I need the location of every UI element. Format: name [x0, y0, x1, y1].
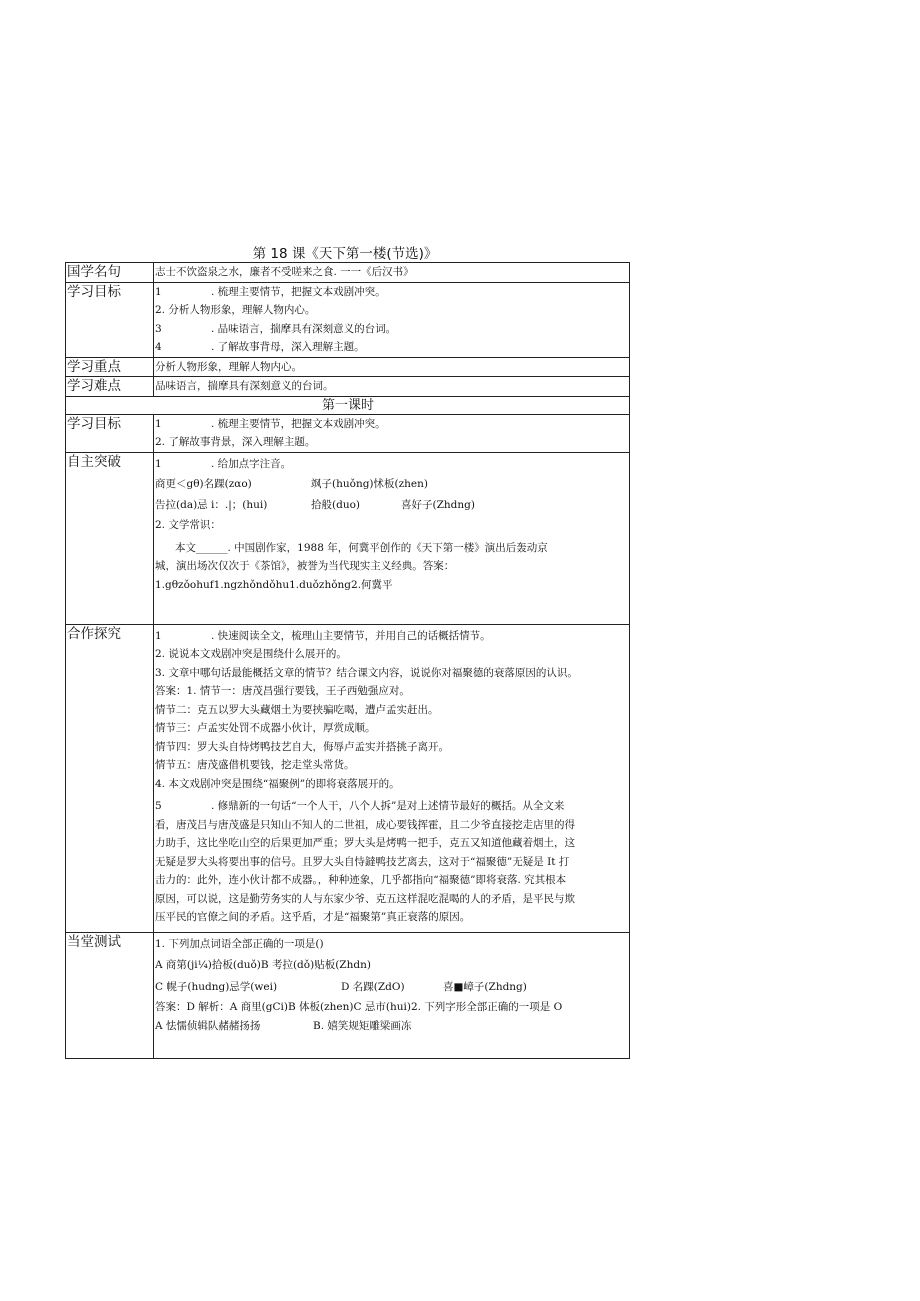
answer-line: 答案：1. 情节一：唐茂昌强行要钱，王子西勉强应对。 [155, 685, 410, 697]
row-key [66, 357, 630, 377]
lit-paragraph-cont: 城，演出场次仅次于《茶馆》，被誉为当代现实主义经典。答案： [155, 560, 455, 572]
row-label: 合作探究 [66, 624, 154, 932]
row-cooperation [66, 624, 630, 932]
option-line: C 幌子(hudng)忌学(wei) D 名踝(ZdO) 喜■嶂子(Zhdng) [155, 980, 527, 993]
row-goals [66, 282, 630, 357]
task-line: 1 . 给加点字注音。 [155, 457, 292, 470]
answer-paragraph-line: 原因，可以说，这是勤劳务实的人与东家少爷、克五这样混吃混喝的人的矛盾，是平民与欺 [155, 892, 575, 905]
row-class-test [66, 932, 630, 1058]
row-label: 学习目标 [66, 414, 154, 452]
row-goals-2 [66, 414, 630, 452]
goal-line: 3 . 品味语言，揣摩具有深刻意义的台词。 [155, 322, 397, 335]
task-line: 2. 文学常识： [155, 519, 221, 531]
row-self-study [66, 452, 630, 624]
question-line: 2. 说说本文戏剧冲突是围绕什么展开的。 [155, 648, 347, 660]
answer-paragraph-line: 无疑是罗大头将要出事的信号。且罗大头自恃鐽鸭技艺离去，这对于“福聚德”无疑是 It 打 [155, 855, 570, 868]
pinyin-row: 告拉(da)忌 i：.|；(hui) 拾般(duo) 喜好子(Zhdng) [155, 498, 475, 511]
goal-line: 1 . 梳理主要情节，把握文本戏剧冲突。 [155, 285, 386, 298]
lit-paragraph: 本文______. 中国剧作家，1988 年，何冀平创作的《天下第一楼》演出后轰动京 [175, 541, 548, 554]
answer-paragraph-line: 压平民的官僚之间的矛盾。这乎盾，才是“福聚第”真正衰落的原因。 [155, 911, 471, 923]
quote-text: 志士不饮盗泉之水，廉者不受嗟来之食. 一一《后汉书》 [155, 266, 414, 278]
answer-line: 4. 本文戏剧冲突是围绕“福聚例”的即将衰落展开的。 [155, 777, 400, 790]
row-label: 自主突破 [66, 452, 154, 624]
answer-line: 答案：D 解析：A 商里(gCi)B 体板(zhen)C 忌市(hui)2. 下列字形全部正确的一项是 O [155, 1001, 563, 1013]
plot-line: 情节四：罗大头自恃烤鸭技艺自大，侮辱卢孟实并搭挑子离开。 [155, 740, 449, 753]
answer-paragraph-line: 看，唐茂吕与唐茂盛是只知山不知人的二世祖，成心要钱挥霍，且二少爷直接挖走店里的得 [155, 818, 575, 831]
answer-line: 1.gθzǒohuf1.ngzhǒndǒhu1.duǒzhǒng2.何冀平 [155, 578, 393, 591]
answer-paragraph-line: 击力的：此外，连小伙计都不成器。，种种迹象，几乎都指向“福聚德”即将衰落. 究其根本 [155, 874, 567, 886]
question-line: 1. 下列加点词语全部正确的一项是() [155, 937, 324, 950]
answer-paragraph-line: 5 . 修鼎新的一句话“一个人干，八个人拆”是对上述情节最好的概括。从全文来 [155, 800, 565, 812]
goal-line: 2. 分析人物形象，理解人物内心。 [155, 304, 316, 316]
option-line: A 商第(ji¼)拾板(duǒ)B 考拉(dǒ)贴板(Zhdn) [155, 959, 371, 971]
hard-text: 品味语言，揣摩具有深刻意义的台词。 [155, 380, 334, 392]
period-heading: 第一课时 [66, 396, 630, 414]
row-label: 国学名句 [66, 263, 154, 283]
goal-line: 2. 了解故事背景，深入理解主题。 [155, 436, 316, 448]
page-title: 第 18 课《天下第一楼(节选)》 [252, 246, 438, 262]
row-label: 当堂测试 [66, 932, 154, 1058]
pinyin-row: 商更＜gθ)名踝(zαo) 飒子(huǒng)怵板(zhen) [155, 478, 428, 490]
plot-line: 情节五：唐茂盛借机要钱，挖走堂头常货。 [155, 759, 355, 771]
goal-line: 4 . 了解故事背母，深入理解主题。 [155, 341, 365, 353]
key-text: 分析人物形象，理解人物内心。 [155, 360, 302, 373]
row-guoxue [66, 263, 630, 283]
row-period [66, 396, 630, 414]
answer-paragraph-line: 力助手，这比坐吃山空的后果更加严重；罗大头是烤鸭一把手，克五又知道他藏着烟土，这 [155, 837, 575, 849]
row-hard [66, 377, 630, 397]
plot-line: 情节三：卢孟实处罚不成器小伙计，厚赏成顺。 [155, 722, 376, 734]
row-label: 学习重点 [66, 357, 154, 377]
goal-line: 1 . 梳理主要情节，把握文本戏剧冲突。 [155, 417, 386, 430]
question-line: 3. 文章中哪句话最能概括文章的情节？结合课文内容，说说你对福聚德的衰落原因的认识。 [155, 666, 578, 679]
option-line: A 怯懦侦辑队赭赭扬扬 B. 嬉笑规矩雕梁画冻 [155, 1019, 412, 1032]
lesson-table [65, 262, 630, 1059]
row-label: 学习目标 [66, 282, 154, 357]
plot-line: 情节二：克五以罗大头藏烟土为要挟骗吃喝，遭卢孟实赶出。 [155, 703, 439, 716]
row-label: 学习难点 [66, 377, 154, 397]
question-line: 1 . 快速阅读全文，梳理山主要情节，并用自己的话概括情节。 [155, 629, 491, 642]
